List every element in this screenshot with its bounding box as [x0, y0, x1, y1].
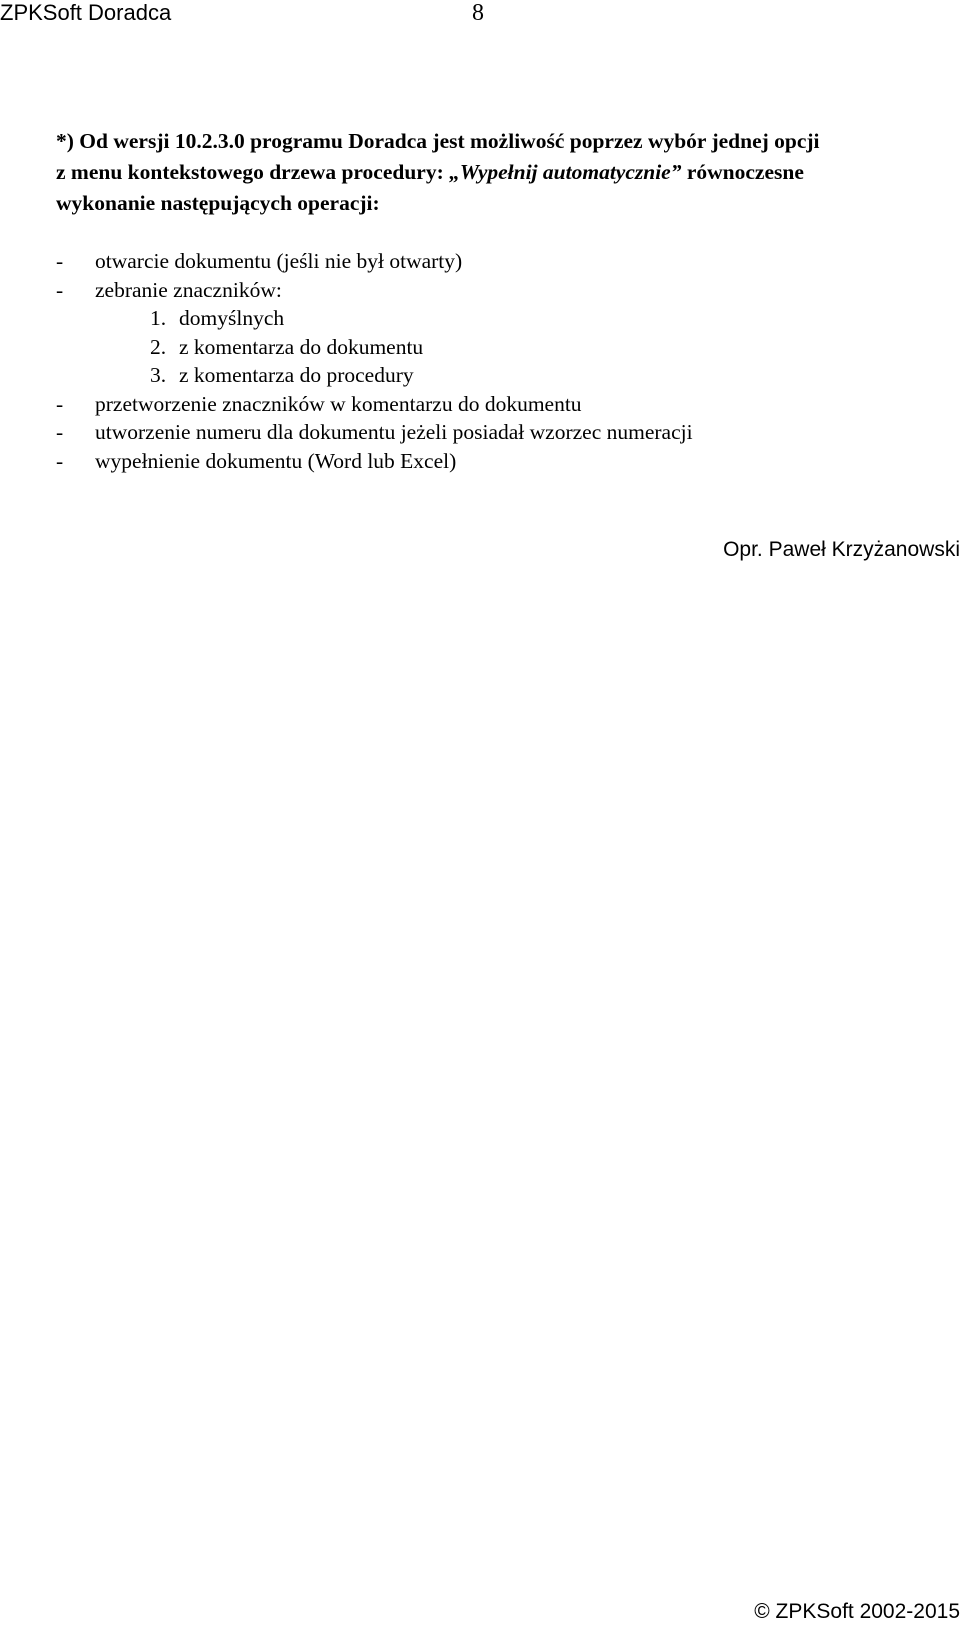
sub-list-text: z komentarza do procedury [179, 363, 414, 387]
intro-line-3: wykonanie następujących operacji: [56, 191, 380, 215]
intro-line-2-end: równoczesne [681, 160, 804, 184]
intro-line-2 [56, 157, 960, 188]
sub-list-text: domyślnych [179, 306, 285, 330]
list-item-text: zebranie znaczników: [95, 277, 282, 302]
list-item [56, 447, 960, 476]
list-dash: - [56, 277, 64, 302]
sub-list-number: 1. [150, 306, 167, 330]
sub-list-number: 2. [150, 334, 167, 359]
list-item [56, 247, 960, 276]
intro-paragraph [56, 126, 960, 219]
list-item [56, 276, 960, 305]
list-dash: - [56, 391, 64, 416]
operations-list [56, 247, 960, 475]
intro-line-2-start: z menu kontekstowego drzewa procedury: [56, 160, 450, 184]
list-item-text: wypełnienie dokumentu (Word lub Excel) [95, 448, 457, 473]
list-dash: - [56, 420, 64, 444]
sub-list-text: z komentarza do dokumentu [179, 334, 424, 359]
list-item-text: utworzenie numeru dla dokumentu jeżeli posiadał wzorzec numeracji [95, 420, 693, 444]
list-item [56, 390, 960, 419]
sub-list-item [56, 361, 960, 390]
list-item-text: otwarcie dokumentu (jeśli nie był otwarty) [95, 249, 463, 273]
sub-list-item [56, 333, 960, 362]
sub-list-number: 3. [150, 363, 167, 387]
intro-line-1: *) Od wersji 10.2.3.0 programu Doradca jest możliwość poprzez wybór jednej opcji [56, 129, 820, 153]
copyright-footer: © ZPKSoft 2002-2015 [754, 1600, 960, 1623]
page-number: 8 [472, 0, 484, 26]
list-item [56, 418, 960, 447]
list-item-text: przetworzenie znaczników w komentarzu do dokumentu [95, 391, 582, 416]
header-app-title: ZPKSoft Doradca [0, 0, 172, 25]
sub-list-item [56, 304, 960, 333]
menu-option-name: „Wypełnij automatycznie” [449, 160, 682, 184]
list-dash: - [56, 448, 64, 473]
list-dash: - [56, 249, 64, 273]
author-signature: Opr. Paweł Krzyżanowski [723, 538, 960, 561]
